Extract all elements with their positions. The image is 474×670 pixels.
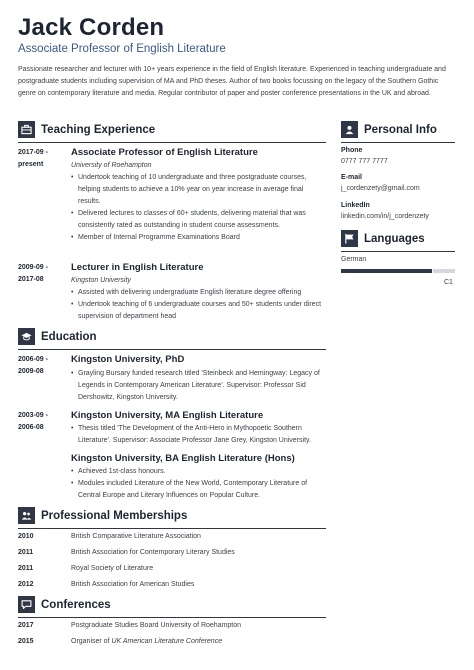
list-item: • Assisted with delivering undergraduate English literature degree offering [71,287,326,299]
list-item: • Delivered lectures to classes of 60+ students, delivering material that was consistently rated as outstanding in student course assessments. [71,208,326,232]
job-org-1: University of Roehampton [71,162,152,169]
people-icon [18,507,35,524]
membership-name: Royal Society of Literature [71,565,154,572]
section-header-education [18,328,97,345]
job-title-2: Lecturer in English Literature [71,262,204,273]
language-level: C1 [444,279,453,286]
edu-date-2 [18,410,48,434]
section-divider [18,349,326,350]
graduation-cap-icon [18,328,35,345]
job-title-1: Associate Professor of English Literature [71,147,258,158]
section-divider [18,142,326,143]
edu-title-1: Kingston University, PhD [71,354,185,365]
job-bullets-2 [71,287,326,323]
proficiency-tick [432,269,433,273]
list-item: • Undertook teaching of 6 undergraduate courses and 50+ students under direct supervision of department head [71,299,326,323]
section-title-memberships: Professional Memberships [41,509,188,522]
edu-date-1 [18,354,48,378]
person-card-icon [341,121,358,138]
membership-name: British Association for American Studies [71,581,195,588]
job-date-start: 2017-09 - [18,149,48,156]
job-bullets-1 [71,172,326,244]
conference-text-plain: Organiser of [71,638,112,645]
phone-value: 0777 777 7777 [341,158,388,165]
job-date-start: 2009-09 - [18,264,48,271]
section-title-conferences: Conferences [41,598,111,611]
language-name: German [341,256,367,263]
section-divider [341,251,455,252]
speech-bubble-icon [18,596,35,613]
language-proficiency-fill [341,269,432,273]
membership-year: 2010 [18,533,34,540]
list-item: • Member of Internal Programme Examinations Board [71,232,326,244]
section-header-personal [341,121,437,138]
section-divider [341,142,455,143]
candidate-title: Associate Professor of English Literature [18,43,226,55]
conference-text-plain: Postgraduate Studies Board University of Roehampton [71,622,242,629]
section-header-languages [341,230,425,247]
linkedin-label: LinkedIn [341,202,370,209]
conference-year: 2015 [18,638,34,645]
conference-text [71,638,222,645]
edu-bullets-3 [71,466,326,502]
section-title-experience: Teaching Experience [41,123,156,136]
edu-date-end: 2006-08 [18,424,44,431]
section-divider [18,617,326,618]
section-header-experience [18,121,155,138]
job-date-end: present [18,161,44,168]
summary-paragraph: Passionate researcher and lecturer with 10+ years experience in the field of English literature. Experienced in teaching undergraduate and postgraduate students including supervision of MA and PhD theses. Author of two books focussing on the legacy of the Southern Gothic genre on contemporary literature and media. Regular contributor of paper and poster conference presentations in the UK and abroad. [18,66,446,97]
edu-date-start: 2006-09 - [18,356,48,363]
candidate-name: Jack Corden [18,14,165,41]
list-item: • Thesis titled 'The Development of the Anti-Hero in Mythopoetic Southern Literature'. Supervisor: Associate Professor Jane Grey, Kingston University. [71,423,326,447]
list-item: • Grayling Bursary funded research titled 'Steinbeck and Hemingway: Legacy of Legends in Contemporary American Literature'. Supervisor: Professor Sid Dershowitz, Kingston University. [71,368,326,404]
job-date-end: 2017-08 [18,276,44,283]
section-title-education: Education [41,330,97,343]
edu-title-2: Kingston University, MA English Literature [71,410,264,421]
job-date-1 [18,147,48,171]
edu-date-start: 2003-09 - [18,412,48,419]
job-org-2: Kingston University [71,277,131,284]
section-title-languages: Languages [364,232,425,245]
membership-name: British Comparative Literature Association [71,533,201,540]
conference-text [71,622,241,629]
job-date-2 [18,262,48,286]
edu-title-3: Kingston University, BA English Literature (Hons) [71,453,295,464]
conference-text-italic: UK American Literature Conference [111,638,223,645]
conference-year: 2017 [18,622,34,629]
list-item: • Undertook teaching of 10 undergraduate and three postgraduate courses, helping students to achieve a 10% year on year increase in average final results. [71,172,326,208]
edu-bullets-2 [71,423,326,447]
membership-name: British Association for Contemporary Literary Studies [71,549,235,556]
section-divider [18,528,326,529]
edu-bullets-1 [71,368,326,404]
phone-label: Phone [341,147,363,154]
edu-date-end: 2009-08 [18,368,44,375]
membership-year: 2011 [18,549,34,556]
email-value[interactable]: j_cordenzety@gmail.com [341,185,420,192]
section-header-conferences [18,596,111,613]
list-item: • Achieved 1st-class honours. [71,466,326,478]
membership-year: 2011 [18,565,34,572]
membership-year: 2012 [18,581,34,588]
language-proficiency-bar [341,269,455,273]
briefcase-icon [18,121,35,138]
section-header-memberships [18,507,187,524]
section-title-personal: Personal Info [364,123,437,136]
list-item: • Modules included Literature of the New World, Contemporary Literature of Central Europe and Literary Influences on Popular Culture. [71,478,326,502]
linkedin-value[interactable]: linkedin.com/in/j_cordenzety [341,213,429,220]
flag-icon [341,230,358,247]
email-label: E-mail [341,174,363,181]
